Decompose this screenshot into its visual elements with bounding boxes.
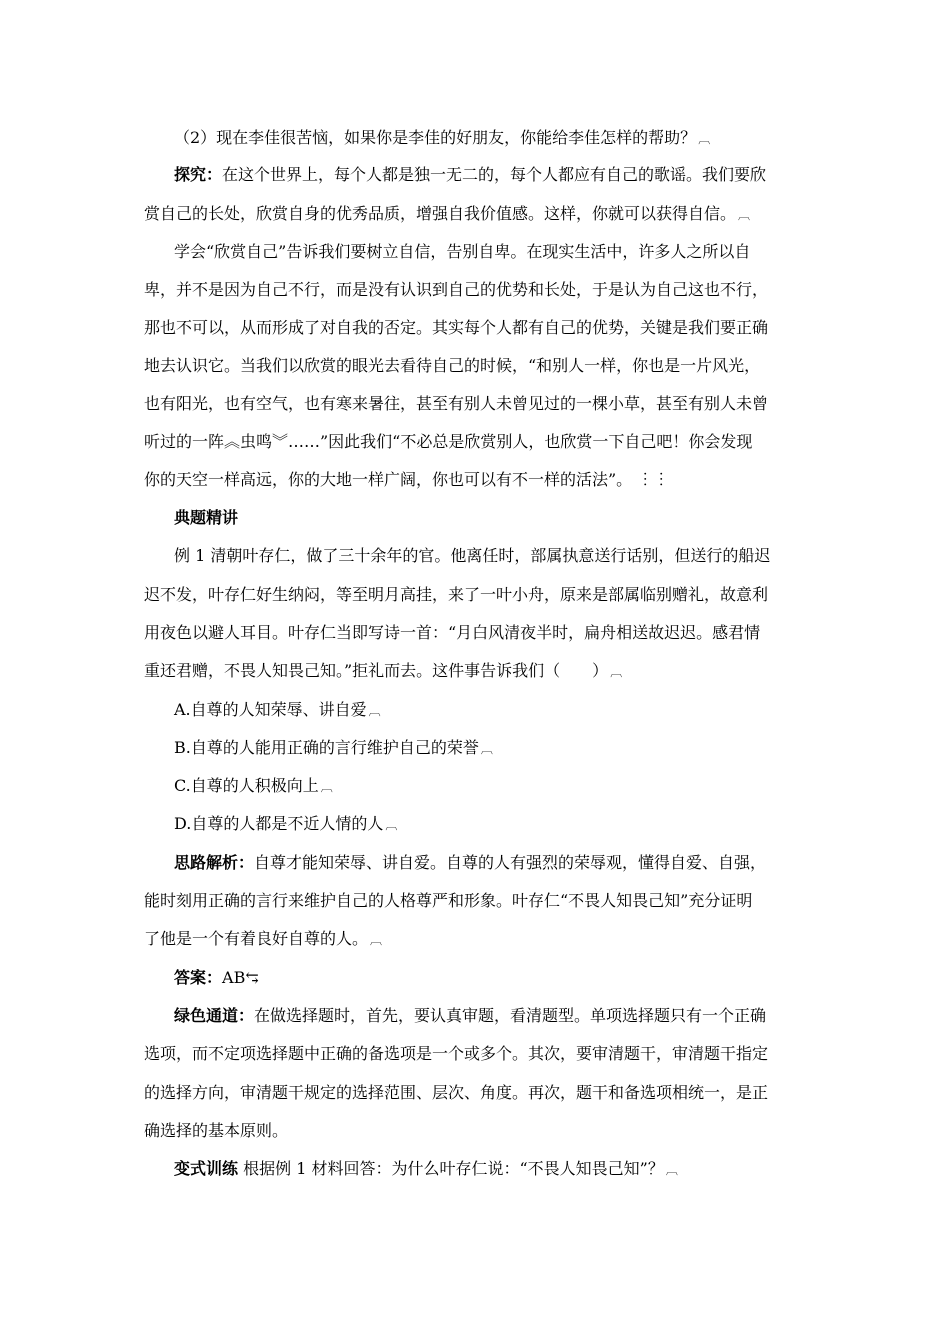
xuehui-text: 地去认识它。当我们以欣赏的眼光去看待自己的时候，“和别人一样，你也是一片风光， — [144, 356, 761, 375]
example-text: 重还君赠，不畏人知畏己知。”拒礼而去。这件事告诉我们（ ） — [144, 661, 609, 680]
xuehui-text: 卑，并不是因为自己不行，而是没有认识到自己的优势和长处，于是认为自己这也不行， — [144, 280, 769, 299]
option-d — [174, 814, 397, 835]
silu-line-2 — [144, 891, 752, 911]
tanjiu-label: 探究： — [174, 165, 223, 184]
lvse-text: 的选择方向，审清题干规定的选择范围、层次、角度。再次，题干和备选项相统一，是正 — [144, 1083, 769, 1102]
lvse-line-2 — [144, 1044, 768, 1064]
paragraph-mark-icon: ︹ — [698, 131, 711, 146]
answer-line — [174, 968, 259, 988]
example-line-1 — [174, 546, 770, 566]
bianshi-text: 根据例 1 材料回答：为什么叶存仁说：“不畏人知畏己知”？ — [243, 1159, 664, 1178]
tanjiu-text-2: 赏自己的长处，欣赏自身的优秀品质，增强自我价值感。这样，你就可以获得自信。 — [144, 204, 737, 223]
lvse-text: 选项，而不定项选择题中正确的备选项是一个或多个。其次，要审清题干，审清题干指定 — [144, 1044, 769, 1063]
silu-text: 了他是一个有着良好自尊的人。 — [144, 929, 369, 948]
answer-label: 答案： — [174, 968, 223, 987]
lvse-line-3 — [144, 1083, 768, 1103]
paragraph-mark-icon: ︹ — [368, 703, 381, 718]
example-text: 例 1 清朝叶存仁，做了三十余年的官。他离任时，部属执意送行话别，但送行的船迟 — [174, 546, 771, 565]
xuehui-text: 你的天空一样高远，你的大地一样广阔，你也可以有不一样的活法”。 ︙︙ — [144, 470, 670, 489]
option-text: C.自尊的人积极向上 — [174, 776, 319, 795]
lvse-label: 绿色通道： — [174, 1006, 255, 1025]
silu-text: 能时刻用正确的言行来维护自己的人格尊严和形象。叶存仁“不畏人知畏己知”充分证明 — [144, 891, 753, 910]
xuehui-text: 听过的一阵︽虫鸣︾……”因此我们“不必总是欣赏别人，也欣赏一下自己吧！你会发现 — [144, 432, 753, 451]
xuehui-text: 学会“欣赏自己”告诉我们要树立自信，告别自卑。在现实生活中，许多人之所以自 — [174, 242, 751, 261]
option-b — [174, 738, 493, 759]
paragraph-mark-icon: ︹ — [665, 1162, 678, 1177]
xuehui-line-5 — [144, 394, 768, 414]
xuehui-line-7 — [144, 470, 669, 490]
tanjiu-line-1 — [174, 165, 766, 185]
paragraph-mark-icon: ︹ — [385, 817, 398, 832]
xuehui-line-6 — [144, 432, 752, 452]
lvse-line-1 — [174, 1006, 766, 1026]
tanjiu-text-1: 在这个世界上，每个人都是独一无二的，每个人都应有自己的歌谣。我们要欣 — [222, 165, 767, 184]
option-text: D.自尊的人都是不近人情的人 — [174, 814, 384, 833]
example-line-3 — [144, 623, 760, 643]
option-c — [174, 776, 333, 797]
lvse-text: 确选择的基本原则。 — [144, 1121, 289, 1140]
example-line-2 — [144, 585, 768, 605]
paragraph-mark-icon: ︹ — [480, 741, 493, 756]
option-text: A.自尊的人知荣辱、讲自爱 — [174, 700, 367, 719]
lvse-line-4 — [144, 1121, 288, 1141]
xuehui-text: 那也不可以，从而形成了对自我的否定。其实每个人都有自己的优势，关键是我们要正确 — [144, 318, 769, 337]
silu-label: 思路解析： — [174, 853, 255, 872]
bianshi-line — [174, 1159, 678, 1180]
xuehui-line-2 — [144, 280, 768, 300]
option-text: B.自尊的人能用正确的言行维护自己的荣誉 — [174, 738, 479, 757]
silu-line-3 — [144, 929, 382, 950]
bianshi-label: 变式训练 — [174, 1159, 239, 1178]
lvse-text: 在做选择题时，首先，要认真审题，看清题型。单项选择题只有一个正确 — [254, 1006, 767, 1025]
question-2 — [174, 128, 710, 149]
question-2-text: （2）现在李佳很苦恼，如果你是李佳的好朋友，你能给李佳怎样的帮助？ — [174, 128, 697, 147]
example-line-4 — [144, 661, 622, 682]
answer-value: AB — [222, 968, 246, 987]
silu-text: 自尊才能知荣辱、讲自爱。自尊的人有强烈的荣辱观，懂得自爱、自强， — [254, 853, 767, 872]
section-heading: 典题精讲 — [174, 508, 239, 527]
answer-mark-icon: ⥃ — [245, 968, 259, 987]
paragraph-mark-icon: ︹ — [610, 664, 623, 679]
example-text: 迟不发，叶存仁好生纳闷，等至明月高挂，来了一叶小舟，原来是部属临别赠礼，故意利 — [144, 585, 769, 604]
example-text: 用夜色以避人耳目。叶存仁当即写诗一首：“月白风清夜半时，扁舟相送故迟迟。感君情 — [144, 623, 761, 642]
tanjiu-line-2 — [144, 204, 750, 225]
paragraph-mark-icon: ︹ — [370, 932, 383, 947]
xuehui-line-1 — [174, 242, 750, 262]
xuehui-line-3 — [144, 318, 768, 338]
paragraph-mark-icon: ︹ — [738, 207, 751, 222]
paragraph-mark-icon: ︹ — [320, 779, 333, 794]
xuehui-line-4 — [144, 356, 760, 376]
xuehui-text: 也有阳光，也有空气，也有寒来暑往，甚至有别人未曾见过的一棵小草，甚至有别人未曾 — [144, 394, 769, 413]
silu-line-1 — [174, 853, 766, 873]
option-a — [174, 700, 381, 721]
